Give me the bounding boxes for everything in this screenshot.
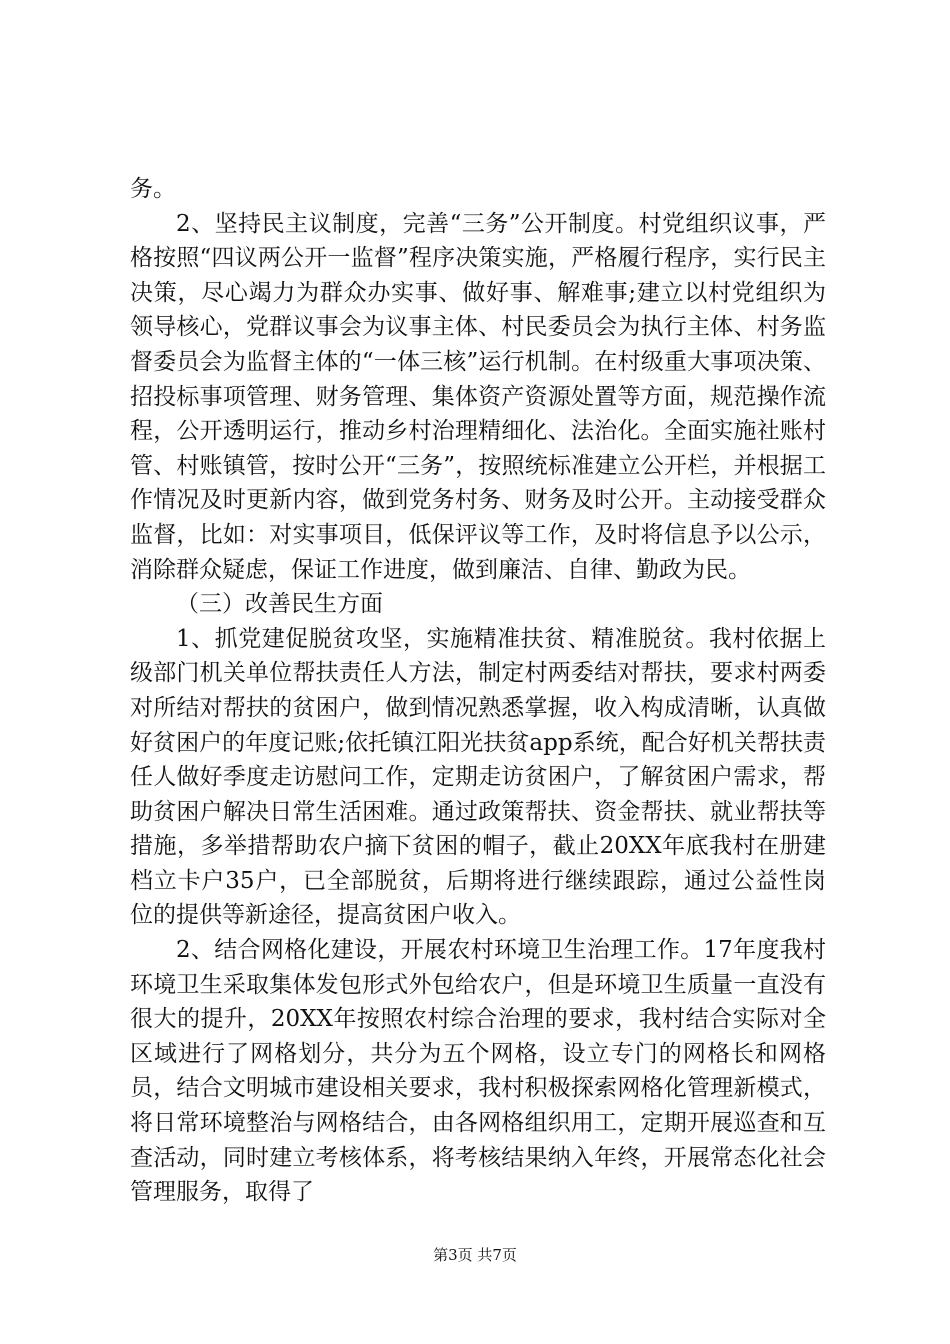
section-heading-livelihood: （三）改善民生方面	[176, 591, 383, 618]
paragraph-grid-management: 2、结合网格化建设，开展农村环境卫生治理工作。17年度我村环境卫生采取集体发包形式外包给农户，但是环境卫生质量一直没有很大的提升，20XX年按照农村综合治理的要求，我村结合实际对全区域进行了网格划分，共分为五个网格，设立专门的网格长和网格员，结合文明城市建设相关要求，我村积极探索网格化管理新模式，将日常环境整治与网格结合，由各网格组织用工，定期开展巡查和互查活动，同时建立考核体系，将考核结果纳入年终，开展常态化社会管理服务，取得了	[130, 937, 826, 1206]
page-number-footer: 第3页 共7页	[433, 1246, 517, 1264]
document-body	[130, 172, 826, 1210]
paragraph-democratic-system: 2、坚持民主议制度，完善“三务”公开制度。村党组织议事，严格按照“四议两公开一监督”程序决策实施，严格履行程序，实行民主决策，尽心竭力为群众办实事、做好事、解难事;建立以村党组织为领导核心，党群议事会为议事主体、村民委员会为执行主体、村务监督委员会为监督主体的“一体三核”运行机制。在村级重大事项决策、招投标事项管理、财务管理、集体资产资源处置等方面，规范操作流程，公开透明运行，推动乡村治理精细化、法治化。全面实施社账村管、村账镇管，按时公开“三务”，按照统标准建立公开栏，并根据工作情况及时更新内容，做到党务村务、财务及时公开。主动接受群众监督，比如：对实事项目，低保评议等工作，及时将信息予以公示，消除群众疑虑，保证工作进度，做到廉洁、自律、勤政为民。	[130, 210, 826, 583]
paragraph-poverty-alleviation: 1、抓党建促脱贫攻坚，实施精准扶贫、精准脱贫。我村依据上级部门机关单位帮扶责任人方法，制定村两委结对帮扶，要求村两委对所结对帮扶的贫困户，做到情况熟悉掌握，收入构成清晰，认真做好贫困户的年度记账;依托镇江阳光扶贫app系统，配合好机关帮扶责任人做好季度走访慰问工作，定期走访贫困户，了解贫困户需求，帮助贫困户解决日常生活困难。通过政策帮扶、资金帮扶、就业帮扶等措施，多举措帮助农户摘下贫困的帽子，截止20XX年底我村在册建档立卡户35户，已全部脱贫，后期将进行继续跟踪，通过公益性岗位的提供等新途径，提高贫困户收入。	[130, 625, 826, 929]
paragraph-continuation: 务。	[130, 176, 176, 202]
